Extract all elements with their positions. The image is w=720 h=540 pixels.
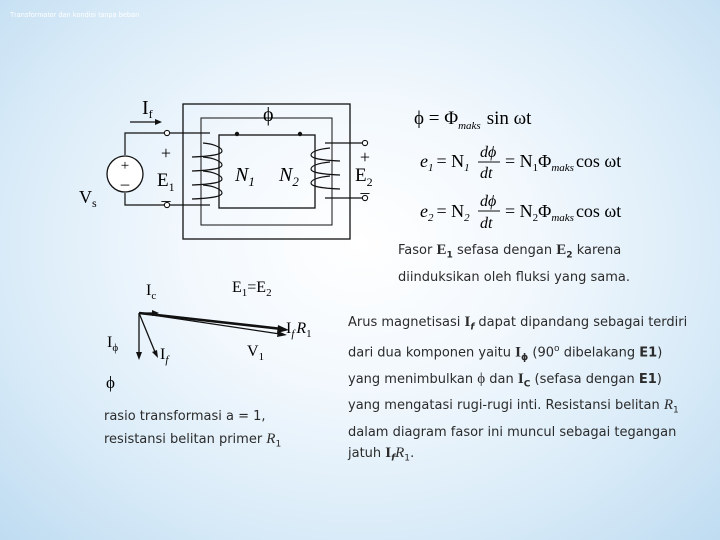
svg-text:= N1Φmakscos ωt: = $N_1\Phi_{maks}$ cos ωt [505,151,622,174]
svg-text:e1= N1: $e_1 = N_1$ [420,151,470,174]
emf1-plus: + [160,143,172,163]
phasor-iphi-head [136,352,142,360]
emf2-plus: + [359,147,371,167]
phasor-e1 [139,313,282,329]
svg-text:e2= N2: $e_2 = N_2$ [420,201,470,224]
fasor-note: Fasor $E_1$ sefasa dengan $E_2$ karena diinduksikan oleh fluksi yang sama. [398,242,630,285]
emf2-label: $E_2$ [355,165,373,189]
emf2-equation [420,193,621,232]
primary-winding [169,133,222,205]
emf1-label: $E_1$ [157,170,175,194]
turns2-label: $N_2$ [279,164,299,189]
flux-label: ϕ [263,104,274,126]
svg-text:dϕ: dϕ [480,144,497,161]
phasor-diagram [136,310,289,360]
source-minus: – [120,174,130,193]
emf1-minus: – [161,190,171,210]
phasor-iphi-label: $I_\phi$ [107,334,119,354]
svg-text:= N2Φmakscos ωt: = $N_2\Phi_{maks}$ cos ωt [505,201,622,224]
secondary-dot [298,132,302,136]
emf2-minus: – [360,182,370,202]
phasor-ic-label: $I_c$ [146,282,157,302]
phasor-if [139,313,155,352]
phasor-e-equal-label: $E_1=E_2$ [232,279,272,299]
svg-text:dt: dt [480,215,493,232]
phasor-if-label: $I_f$ [160,346,169,366]
arus-note: Arus magnetisasi $I_f$ dapat dipandang sebagai terdiri dari dua komponen yaitu $I_\phi$ (90$^o$ dibelakang E1) yang menimbulkan ϕ dan $I_C$ (sefasa dengan E1) yang mengatasi rugi-rugi inti. Resistansi belitan $R_1$ dalam diagram fasor ini muncul sebagai tegangan jatuh $I_fR_1$. [348,314,688,464]
rasio-line2: resistansi belitan primer $R_1$ [104,431,282,450]
rasio-line1: rasio transformasi a = 1, [104,409,266,424]
phasor-if-head [152,350,158,358]
svg-text:dϕ: dϕ [480,193,497,210]
phasor-v1 [139,313,280,334]
turns1-label: $N_1$ [235,164,255,189]
slide-title: Transformator dan kondisi tanpa beban [10,12,140,19]
phasor-v1-label: $V_1$ [247,343,265,363]
flux-equation: $\phi = \Phi_{maks}$ sin ωt [414,108,532,132]
rasio-note [104,406,354,456]
current-arrow [130,119,162,125]
primary-dot [235,132,239,136]
svg-text:dt: dt [480,165,493,182]
source-plus: + [120,158,130,174]
phasor-drop-label: $I_f$ $R_1$ [286,320,312,340]
source-label: $V_s$ [79,187,97,210]
emf1-equation [420,144,621,182]
phasor-phi-label: ϕ [106,373,115,392]
current-label: $I_f$ [142,97,153,121]
